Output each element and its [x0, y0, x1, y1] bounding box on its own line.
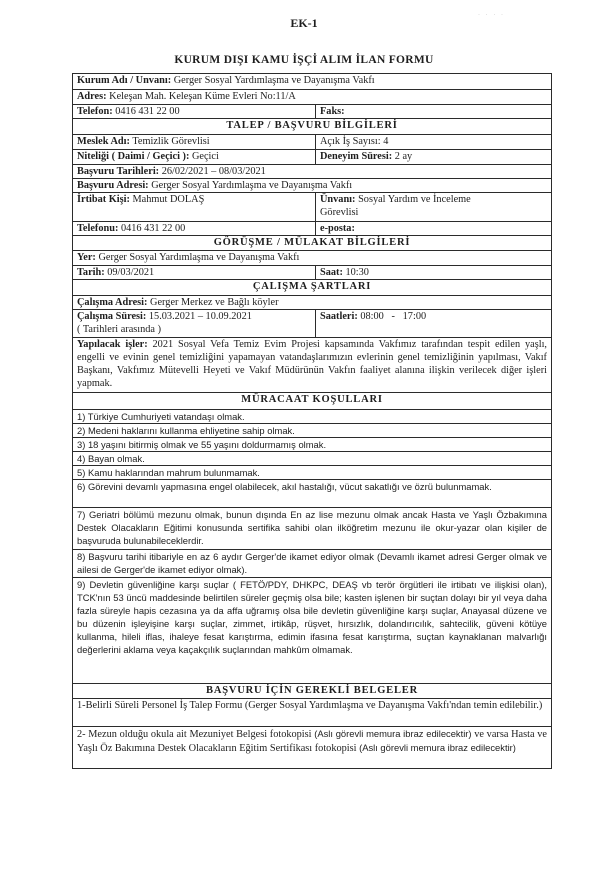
field-label: e-posta:: [320, 223, 355, 234]
document-note: (Aslı görevli memura ibraz edilecektir): [314, 728, 472, 739]
application-address-row: [73, 179, 551, 193]
application-address-value: Gerger Sosyal Yardımlaşma ve Dayanışma Vakfı: [151, 180, 353, 191]
condition-row: [73, 550, 551, 578]
field-label: Faks:: [320, 106, 345, 117]
section-header-documents: BAŞVURU İÇİN GEREKLİ BELGELER: [73, 684, 551, 699]
condition-row: [73, 438, 551, 452]
condition-text: 9) Devletin güvenliğine karşı suçlar ( FETÖ/PDY, DHKPC, DEAŞ vb terör örgütleri ile irtibatı ve ilişkisi olan), TCK'nın 53 üncü maddesinde belirtilen süreler geçmiş olsa bile; kasten işlenen bir suçtan dolayı bir yıl veya daha fazla süreyle hapis cezasına ya da affa uğramış olsa bile devletin güvenliğine karşı suçlar, Anayasal düzene ve bu düzenin işleyişine karşı suçlar, zimmet, irtikâp, rüşvet, hırsızlık, dolandırıcılık, sahtecilik, güveni kötüye kullanma, hileli iflas, ihaleye fesat karıştırma, edimin ifasına fesat karıştırma, suçtan kaynaklanan malvarlığı değerlerini aklama veya kaçakçılık suçlarından mahkûm olmamak.: [77, 579, 547, 655]
work-address-row: [73, 296, 551, 310]
type-row: [73, 150, 551, 165]
condition-text: 5) Kamu haklarından mahrum bulunmamak.: [77, 467, 260, 478]
condition-text: 3) 18 yaşını bitirmiş olmak ve 55 yaşını doldurmamış olmak.: [77, 439, 327, 450]
section-header-request: TALEP / BAŞVURU BİLGİLERİ: [73, 119, 551, 135]
field-label: Çalışma Süresi:: [77, 311, 147, 322]
document-row: [73, 699, 551, 727]
interview-place-row: [73, 251, 551, 266]
faint-stamp-marks: · · · ·: [478, 12, 505, 18]
field-label: Saat:: [320, 267, 343, 278]
field-label: Saatleri:: [320, 311, 358, 322]
institution-name-value: Gerger Sosyal Yardımlaşma ve Dayanışma Vakfı: [173, 75, 375, 86]
address-row: [73, 90, 551, 105]
duties-row: [73, 338, 551, 393]
condition-row: [73, 480, 551, 508]
interview-date-value: 09/03/2021: [107, 267, 155, 278]
contact-row: [73, 193, 551, 222]
condition-row: [73, 508, 551, 550]
announcement-form-table: [72, 73, 552, 769]
trial-value: 2 ay: [394, 151, 413, 162]
condition-text: 2) Medeni haklarını kullanma ehliyetine sahip olmak.: [77, 425, 295, 436]
field-label: Açık İş Sayısı:: [320, 136, 381, 147]
section-header-conditions: MÜRACAAT KOŞULLARI: [73, 393, 551, 410]
field-label: Kurum Adı / Unvanı:: [77, 75, 172, 86]
field-label: Telefonu:: [77, 223, 119, 234]
contact-title-value: Sosyal Yardım ve İnceleme: [358, 194, 471, 205]
interview-date-row: [73, 266, 551, 280]
contact-phone-value: 0416 431 22 00: [120, 223, 186, 234]
application-dates-row: [73, 165, 551, 179]
work-hours-value: 08:00 - 17:00: [360, 311, 427, 322]
interview-place-value: Gerger Sosyal Yardımlaşma ve Dayanışma Vakfı: [98, 252, 300, 263]
field-label: Yapılacak işler:: [77, 339, 148, 350]
field-label: Adres:: [77, 91, 107, 102]
document-text: 2- Mezun olduğu okula ait Mezuniyet Belgesi fotokopisi: [77, 729, 312, 740]
field-label: Deneyim Süresi:: [320, 151, 393, 162]
condition-row: [73, 424, 551, 438]
field-label: Telefon:: [77, 106, 113, 117]
field-label: Çalışma Adresi:: [77, 297, 148, 308]
field-label: Tarih:: [77, 267, 105, 278]
job-row: [73, 135, 551, 150]
type-value: Geçici: [191, 151, 219, 162]
document-text: 1-Belirli Süreli Personel İş Talep Formu (Gerger Sosyal Yardımlaşma ve Dayanışma Vakfı'ndan temin edilebilir.): [77, 700, 543, 711]
address-value: Keleşan Mah. Keleşan Küme Evleri No:11/A: [109, 91, 296, 102]
work-period-note: ( Tarihleri arasında ): [77, 324, 161, 335]
field-label: Başvuru Tarihleri:: [77, 166, 160, 177]
phone-fax-row: [73, 105, 551, 119]
condition-text: 8) Başvuru tarihi itibariyle en az 6 aydır Gerger'de ikamet ediyor olmak (Devamlı ikamet adresi Gerger olmak ve ailesi de Gerger'de ikamet ediyor olmak).: [77, 551, 547, 575]
annex-label: EK-1: [290, 16, 318, 30]
condition-row: [73, 452, 551, 466]
condition-text: 4) Bayan olmak.: [77, 453, 145, 464]
work-period-value: 15.03.2021 – 10.09.2021: [148, 311, 252, 322]
field-label: Niteliği ( Daimi / Geçici ):: [77, 151, 190, 162]
contact-phone-row: [73, 222, 551, 236]
work-address-value: Gerger Merkez ve Bağlı köyler: [150, 297, 279, 308]
field-label: Yer:: [77, 252, 96, 263]
condition-text: 1) Türkiye Cumhuriyeti vatandaşı olmak.: [77, 411, 245, 422]
document-row: [73, 727, 551, 769]
document-note: (Aslı görevli memura ibraz edilecektir): [359, 742, 516, 753]
field-label: Başvuru Adresi:: [77, 180, 149, 191]
field-label: Ünvanı:: [320, 194, 356, 205]
field-label: İrtibat Kişi:: [77, 194, 130, 205]
section-header-interview: GÖRÜŞME / MÜLAKAT BİLGİLERİ: [73, 236, 551, 251]
document-text: ve varsa Hasta ve Yaşlı Öz Bakımına Destek Olacakların Eğitim Sertifikası fotokopisi: [77, 729, 547, 754]
phone-value: 0416 431 22 00: [115, 106, 180, 117]
work-period-row: [73, 310, 551, 338]
contact-title-value-line2: Görevlisi: [320, 207, 359, 218]
section-header-work: ÇALIŞMA ŞARTLARI: [73, 280, 551, 296]
condition-row: [73, 578, 551, 684]
interview-time-value: 10:30: [345, 267, 369, 278]
contact-person-value: Mahmut DOLAŞ: [132, 194, 205, 205]
duties-value: 2021 Sosyal Vefa Temiz Evim Projesi kapsamında Vakfımız tarafından tespit edilen yaşlı, engelli ve evinin genel temizliğini yapamayan vatandaşlarımızın evlerinin genel temizliğinin yapılması, Vakıf Başkanı, Vakfımız Mütevelli Heyeti ve Vakıf Müdürünün Vakfın faaliyet alanına ilişkin verilecek diğer işleri yapmak.: [77, 339, 548, 389]
condition-text: 6) Görevini devamlı yapmasına engel olabilecek, akıl hastalığı, vücut sakatlığı ve özrü bulunmamak.: [77, 481, 492, 492]
job-value: Temizlik Görevlisi: [132, 136, 210, 147]
field-label: Meslek Adı:: [77, 136, 130, 147]
institution-name-row: [73, 74, 551, 90]
condition-row: [73, 410, 551, 424]
openings-value: 4: [383, 136, 389, 147]
application-dates-value: 26/02/2021 – 08/03/2021: [161, 166, 266, 177]
form-title: KURUM DIŞI KAMU İŞÇİ ALIM İLAN FORMU: [174, 54, 434, 66]
condition-row: [73, 466, 551, 480]
condition-text: 7) Geriatri bölümü mezunu olmak, bunun dışında En az lise mezunu olmak ancak Hasta ve Yaşlı Özbakımına Destek Olacakların Eğitimi konusunda sertifika sahibi olan ilköğretim mezunu ile okur-yazar olan kişiler de başvuruda bulunabileceklerdir.: [77, 509, 547, 546]
